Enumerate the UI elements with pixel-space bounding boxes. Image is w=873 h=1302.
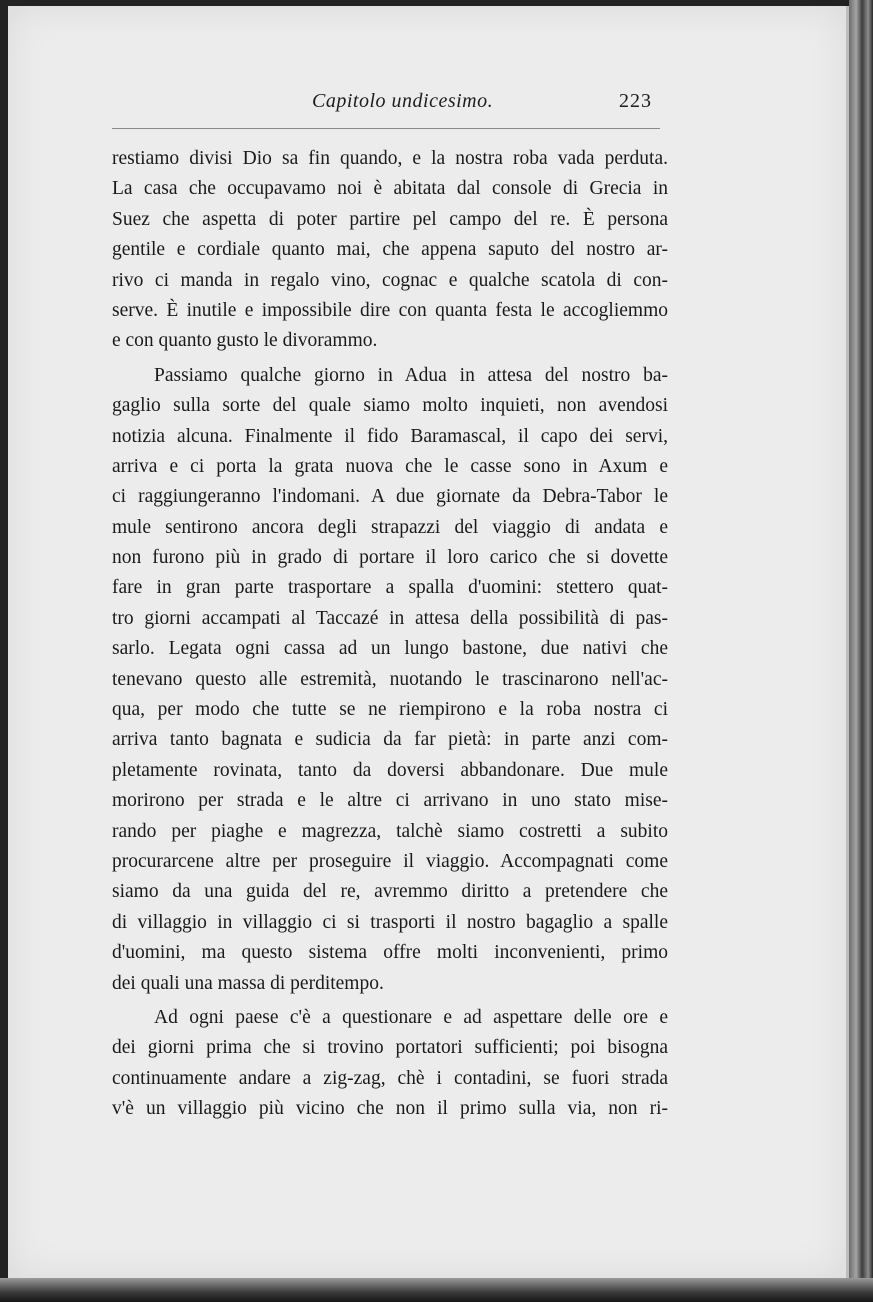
text-line: non furono più in grado di portare il loro carico che si dovette: [112, 547, 668, 569]
chapter-title: Capitolo undicesimo.: [312, 90, 494, 112]
text-line: rando per piaghe e magrezza, talchè siamo costretti a subito: [112, 820, 668, 842]
paragraph: [112, 361, 668, 999]
text-line: notizia alcuna. Finalmente il fido Baramascal, il capo dei servi,: [112, 425, 668, 447]
paragraph: [112, 144, 668, 357]
paragraph: [112, 1003, 668, 1125]
text-line: serve. È inutile e impossibile dire con quanta festa le accogliemmo: [112, 299, 668, 321]
text-line: arriva e ci porta la grata nuova che le casse sono in Axum e: [112, 455, 668, 477]
text-line: Suez che aspetta di poter partire pel campo del re. È persona: [112, 208, 668, 230]
text-line: Passiamo qualche giorno in Adua in attesa del nostro ba-: [154, 364, 668, 386]
text-line: dei quali una massa di perditempo.: [112, 972, 384, 994]
text-line: morirono per strada e le altre ci arrivano in uno stato mise-: [112, 790, 668, 812]
text-line: dei giorni prima che si trovino portatori sufficienti; poi bisogna: [112, 1037, 668, 1059]
text-line: qua, per modo che tutte se ne riempirono e la roba nostra ci: [112, 699, 668, 721]
text-line: fare in gran parte trasportare a spalla d'uomini: stettero quat-: [112, 577, 668, 599]
text-line: tenevano questo alle estremità, nuotando le trascinarono nell'ac-: [112, 668, 668, 690]
text-line: continuamente andare a zig-zag, chè i contadini, se fuori strada: [112, 1067, 668, 1089]
text-line: e con quanto gusto le divorammo.: [112, 330, 378, 352]
text-line: ci raggiungeranno l'indomani. A due giornate da Debra-Tabor le: [112, 486, 668, 508]
text-line: siamo da una guida del re, avremmo diritto a pretendere che: [112, 881, 668, 903]
page-edge-shadow: [849, 0, 873, 1302]
text-line: di villaggio in villaggio ci si trasporti il nostro bagaglio a spalle: [112, 911, 668, 933]
text-line: Ad ogni paese c'è a questionare e ad aspettare delle ore e: [154, 1006, 668, 1028]
text-line: procurarcene altre per proseguire il viaggio. Accompagnati come: [112, 850, 668, 872]
text-line: La casa che occupavamo noi è abitata dal console di Grecia in: [112, 178, 668, 200]
text-line: mule sentirono ancora degli strapazzi del viaggio di andata e: [112, 516, 668, 538]
header-rule: [112, 128, 660, 129]
text-line: restiamo divisi Dio sa fin quando, e la nostra roba vada perduta.: [112, 148, 668, 169]
text-line: tro giorni accampati al Taccazé in attesa della possibilità di pas-: [112, 607, 668, 629]
text-line: sarlo. Legata ogni cassa ad un lungo bastone, due nativi che: [112, 638, 668, 660]
text-line: d'uomini, ma questo sistema offre molti inconvenienti, primo: [112, 942, 668, 964]
bottom-edge-shadow: [0, 1278, 873, 1302]
text-line: v'è un villaggio più vicino che non il primo sulla via, non ri-: [112, 1098, 668, 1120]
text-line: rivo ci manda in regalo vino, cognac e qualche scatola di con-: [112, 269, 668, 291]
page-number: 223: [619, 90, 652, 112]
text-line: arriva tanto bagnata e sudicia da far pietà: in parte anzi com-: [112, 729, 668, 751]
running-head: [112, 88, 660, 120]
body-text: [112, 144, 668, 1125]
text-line: gaglio sulla sorte del quale siamo molto inquieti, non avendosi: [112, 395, 668, 417]
text-line: gentile e cordiale quanto mai, che appena saputo del nostro ar-: [112, 239, 668, 261]
text-line: pletamente rovinata, tanto da doversi abbandonare. Due mule: [112, 759, 668, 781]
